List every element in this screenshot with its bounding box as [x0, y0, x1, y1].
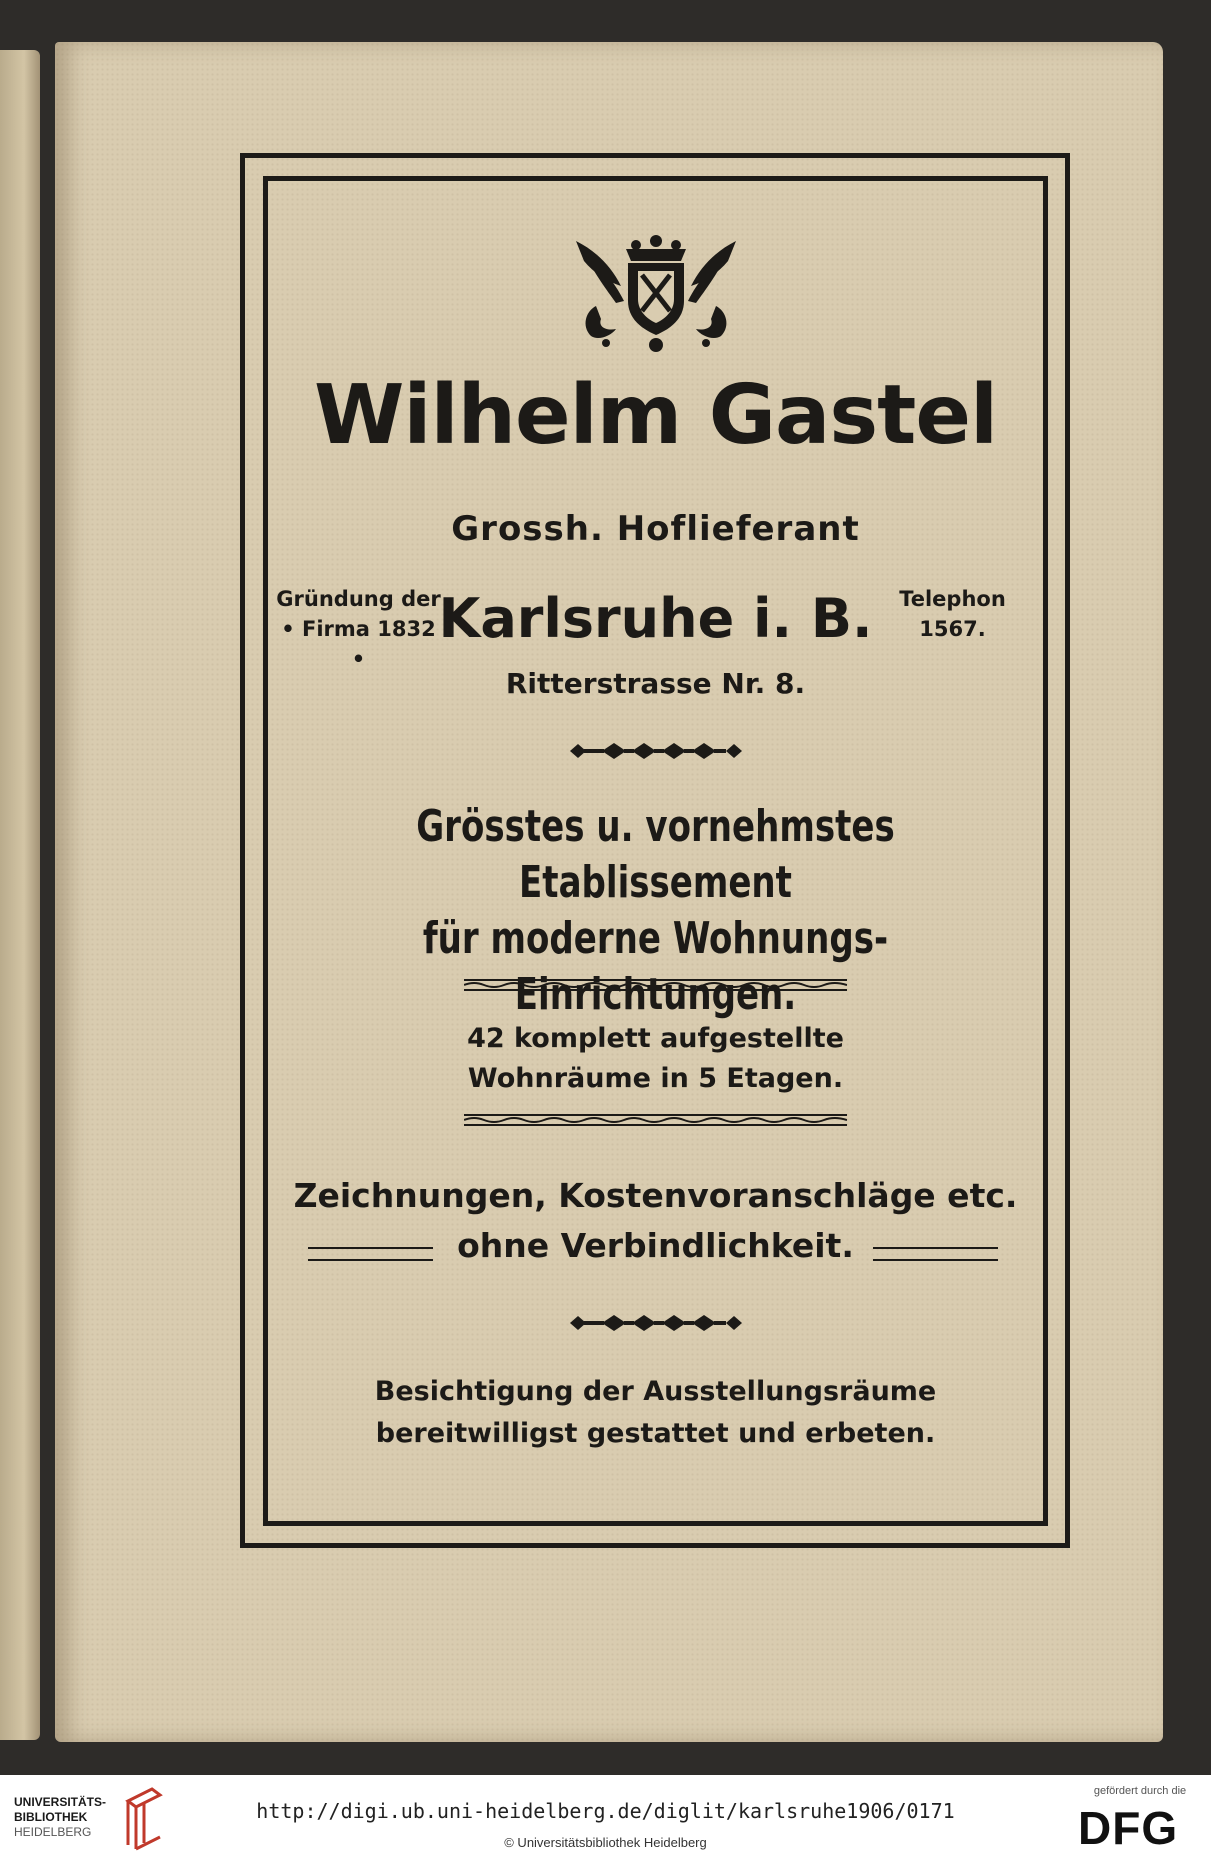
previous-page-edge: [0, 50, 40, 1740]
drawings-line-2: ohne Verbindlichkeit.: [457, 1226, 854, 1265]
founding-line-2: • Firma 1832 •: [281, 617, 436, 671]
purveyor-title: Grossh. Hoflieferant: [451, 509, 860, 549]
copyright-notice: © Universitätsbibliothek Heidelberg: [504, 1835, 707, 1850]
street-address: Ritterstrasse Nr. 8.: [505, 667, 806, 700]
library-line-2: BIBLIOTHEK: [14, 1810, 88, 1824]
library-line-1: UNIVERSITÄTS-: [14, 1795, 107, 1809]
rooms-line-2: Wohnräume in 5 Etagen.: [467, 1063, 844, 1094]
phone-label: Telephon: [899, 587, 1006, 611]
visit-line-2: bereitwilligst gestattet und erbeten.: [375, 1418, 936, 1449]
crest-emblem-icon: [566, 231, 746, 356]
rooms-line-1: 42 komplett aufgestellte: [467, 1023, 844, 1054]
funding-note: gefördert durch die: [1093, 1785, 1187, 1797]
wavy-divider-icon: [464, 976, 847, 994]
headline-line-1: Grösstes u. vornehmstes Etablissement: [416, 801, 895, 908]
dfg-logo[interactable]: DFG: [1078, 1802, 1179, 1854]
double-rule-right: [873, 1247, 998, 1261]
permalink-url[interactable]: http://digi.ub.uni-heidelberg.de/diglit/karlsruhe1906/0171: [256, 1799, 955, 1823]
visit-info: [268, 1371, 1043, 1455]
city-name: Karlsruhe i. B.: [438, 587, 873, 650]
wavy-divider-icon: [464, 1111, 847, 1129]
company-name: Wilhelm Gastel: [313, 368, 998, 463]
drawings-line-1: Zeichnungen, Kostenvoranschläge etc.: [293, 1176, 1018, 1215]
founding-line-1: Gründung der: [276, 587, 441, 611]
advertisement: [268, 181, 1043, 1521]
phone-number: 1567.: [919, 617, 986, 641]
diamond-ornament-icon: [570, 741, 742, 761]
visit-line-1: Besichtigung der Ausstellungsräume: [374, 1376, 937, 1407]
library-line-3: HEIDELBERG: [14, 1825, 92, 1839]
phone-note: [870, 584, 1035, 644]
headline-line-2: für moderne Wohnungs-Einrichtungen.: [422, 913, 889, 1020]
double-rule-left: [308, 1247, 433, 1261]
diamond-ornament-icon: [570, 1313, 742, 1333]
rooms-info: [268, 1019, 1043, 1099]
viewer-footer: [0, 1775, 1211, 1861]
